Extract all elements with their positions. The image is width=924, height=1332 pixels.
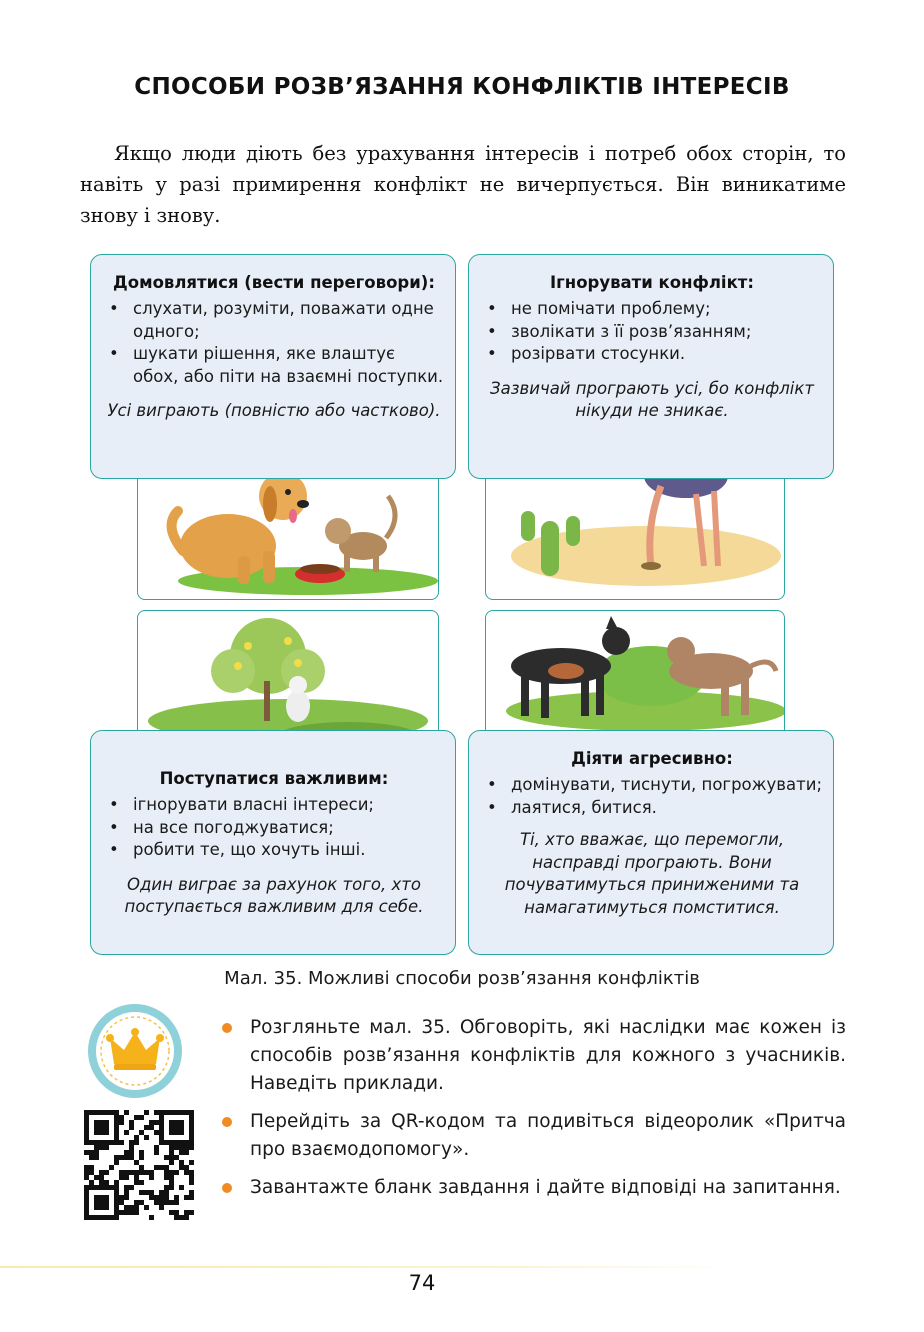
list-item: • робити те, що хочуть інші. xyxy=(103,839,445,862)
list-item: • домінувати, тиснути, погрожувати; xyxy=(481,774,823,797)
card-note: Один виграє за рахунок того, хто поступається важливим для себе. xyxy=(124,874,424,916)
card-negotiate xyxy=(90,254,456,479)
figure-caption: Мал. 35. Можливі способи розв’язання конфліктів xyxy=(224,968,700,989)
list-item: • ігнорувати власні інтереси; xyxy=(103,794,445,817)
list-item: • не помічати проблему; xyxy=(481,298,823,321)
card-concede xyxy=(90,730,456,955)
list-item: Перейдіть за QR-кодом та подивіться відеоролик «Притча про взаємодопомогу». xyxy=(222,1108,846,1164)
card-note: Усі виграють (повністю або частково). xyxy=(107,401,441,420)
list-item: • слухати, розуміти, поважати одне одного; xyxy=(103,298,445,343)
card-list xyxy=(103,794,445,862)
list-item: • зволікати з її розв’язанням; xyxy=(481,321,823,344)
bullet-icon xyxy=(222,1183,232,1193)
card-heading: Поступатися важливим: xyxy=(159,769,389,788)
card-heading: Діяти агресивно: xyxy=(571,749,733,768)
task-list xyxy=(222,1014,846,1212)
card-list xyxy=(481,774,823,819)
qr-code[interactable] xyxy=(84,1110,194,1220)
card-ignore xyxy=(468,254,834,479)
list-item: • шукати рішення, яке влаштує обох, або піти на взаємні поступки. xyxy=(103,343,445,388)
card-heading: Домовлятися (вести переговори): xyxy=(113,273,435,292)
list-item: Розгляньте мал. 35. Обговоріть, які наслідки має кожен із способів розв’язання конфліктів для кожного з учасників. Наведіть приклади. xyxy=(222,1014,846,1098)
card-heading: Ігнорувати конфлікт: xyxy=(550,273,754,292)
illustration-bush-and-cat xyxy=(137,610,439,750)
bullet-icon xyxy=(222,1117,232,1127)
intro-paragraph: Якщо люди діють без урахування інтересів і потреб обох сторін, то навіть у разі примирення конфлікт не вичерпується. Він виникатиме знову і знову. xyxy=(80,142,846,227)
crown-icon xyxy=(86,1002,184,1100)
bullet-icon xyxy=(222,1023,232,1033)
card-note: Ті, хто вважає, що перемогли, насправді програють. Вони почуватимуться приниженими та намагатимуться помститися. xyxy=(504,830,800,917)
card-aggressive xyxy=(468,730,834,955)
card-list xyxy=(481,298,823,366)
page-title: СПОСОБИ РОЗВ’ЯЗАННЯ КОНФЛІКТІВ ІНТЕРЕСІВ xyxy=(134,74,790,100)
list-item: • лаятися, битися. xyxy=(481,797,823,820)
list-item: Завантажте бланк завдання і дайте відповіді на запитання. xyxy=(222,1174,846,1202)
list-item: • на все погоджуватися; xyxy=(103,817,445,840)
illustration-fighting-dogs xyxy=(485,610,785,750)
card-note: Зазвичай програють усі, бо конфлікт нікуди не зникає. xyxy=(490,378,814,420)
page-number: 74 xyxy=(408,1271,436,1295)
footer-divider xyxy=(0,1266,740,1268)
list-item: • розірвати стосунки. xyxy=(481,343,823,366)
card-list xyxy=(103,298,445,388)
